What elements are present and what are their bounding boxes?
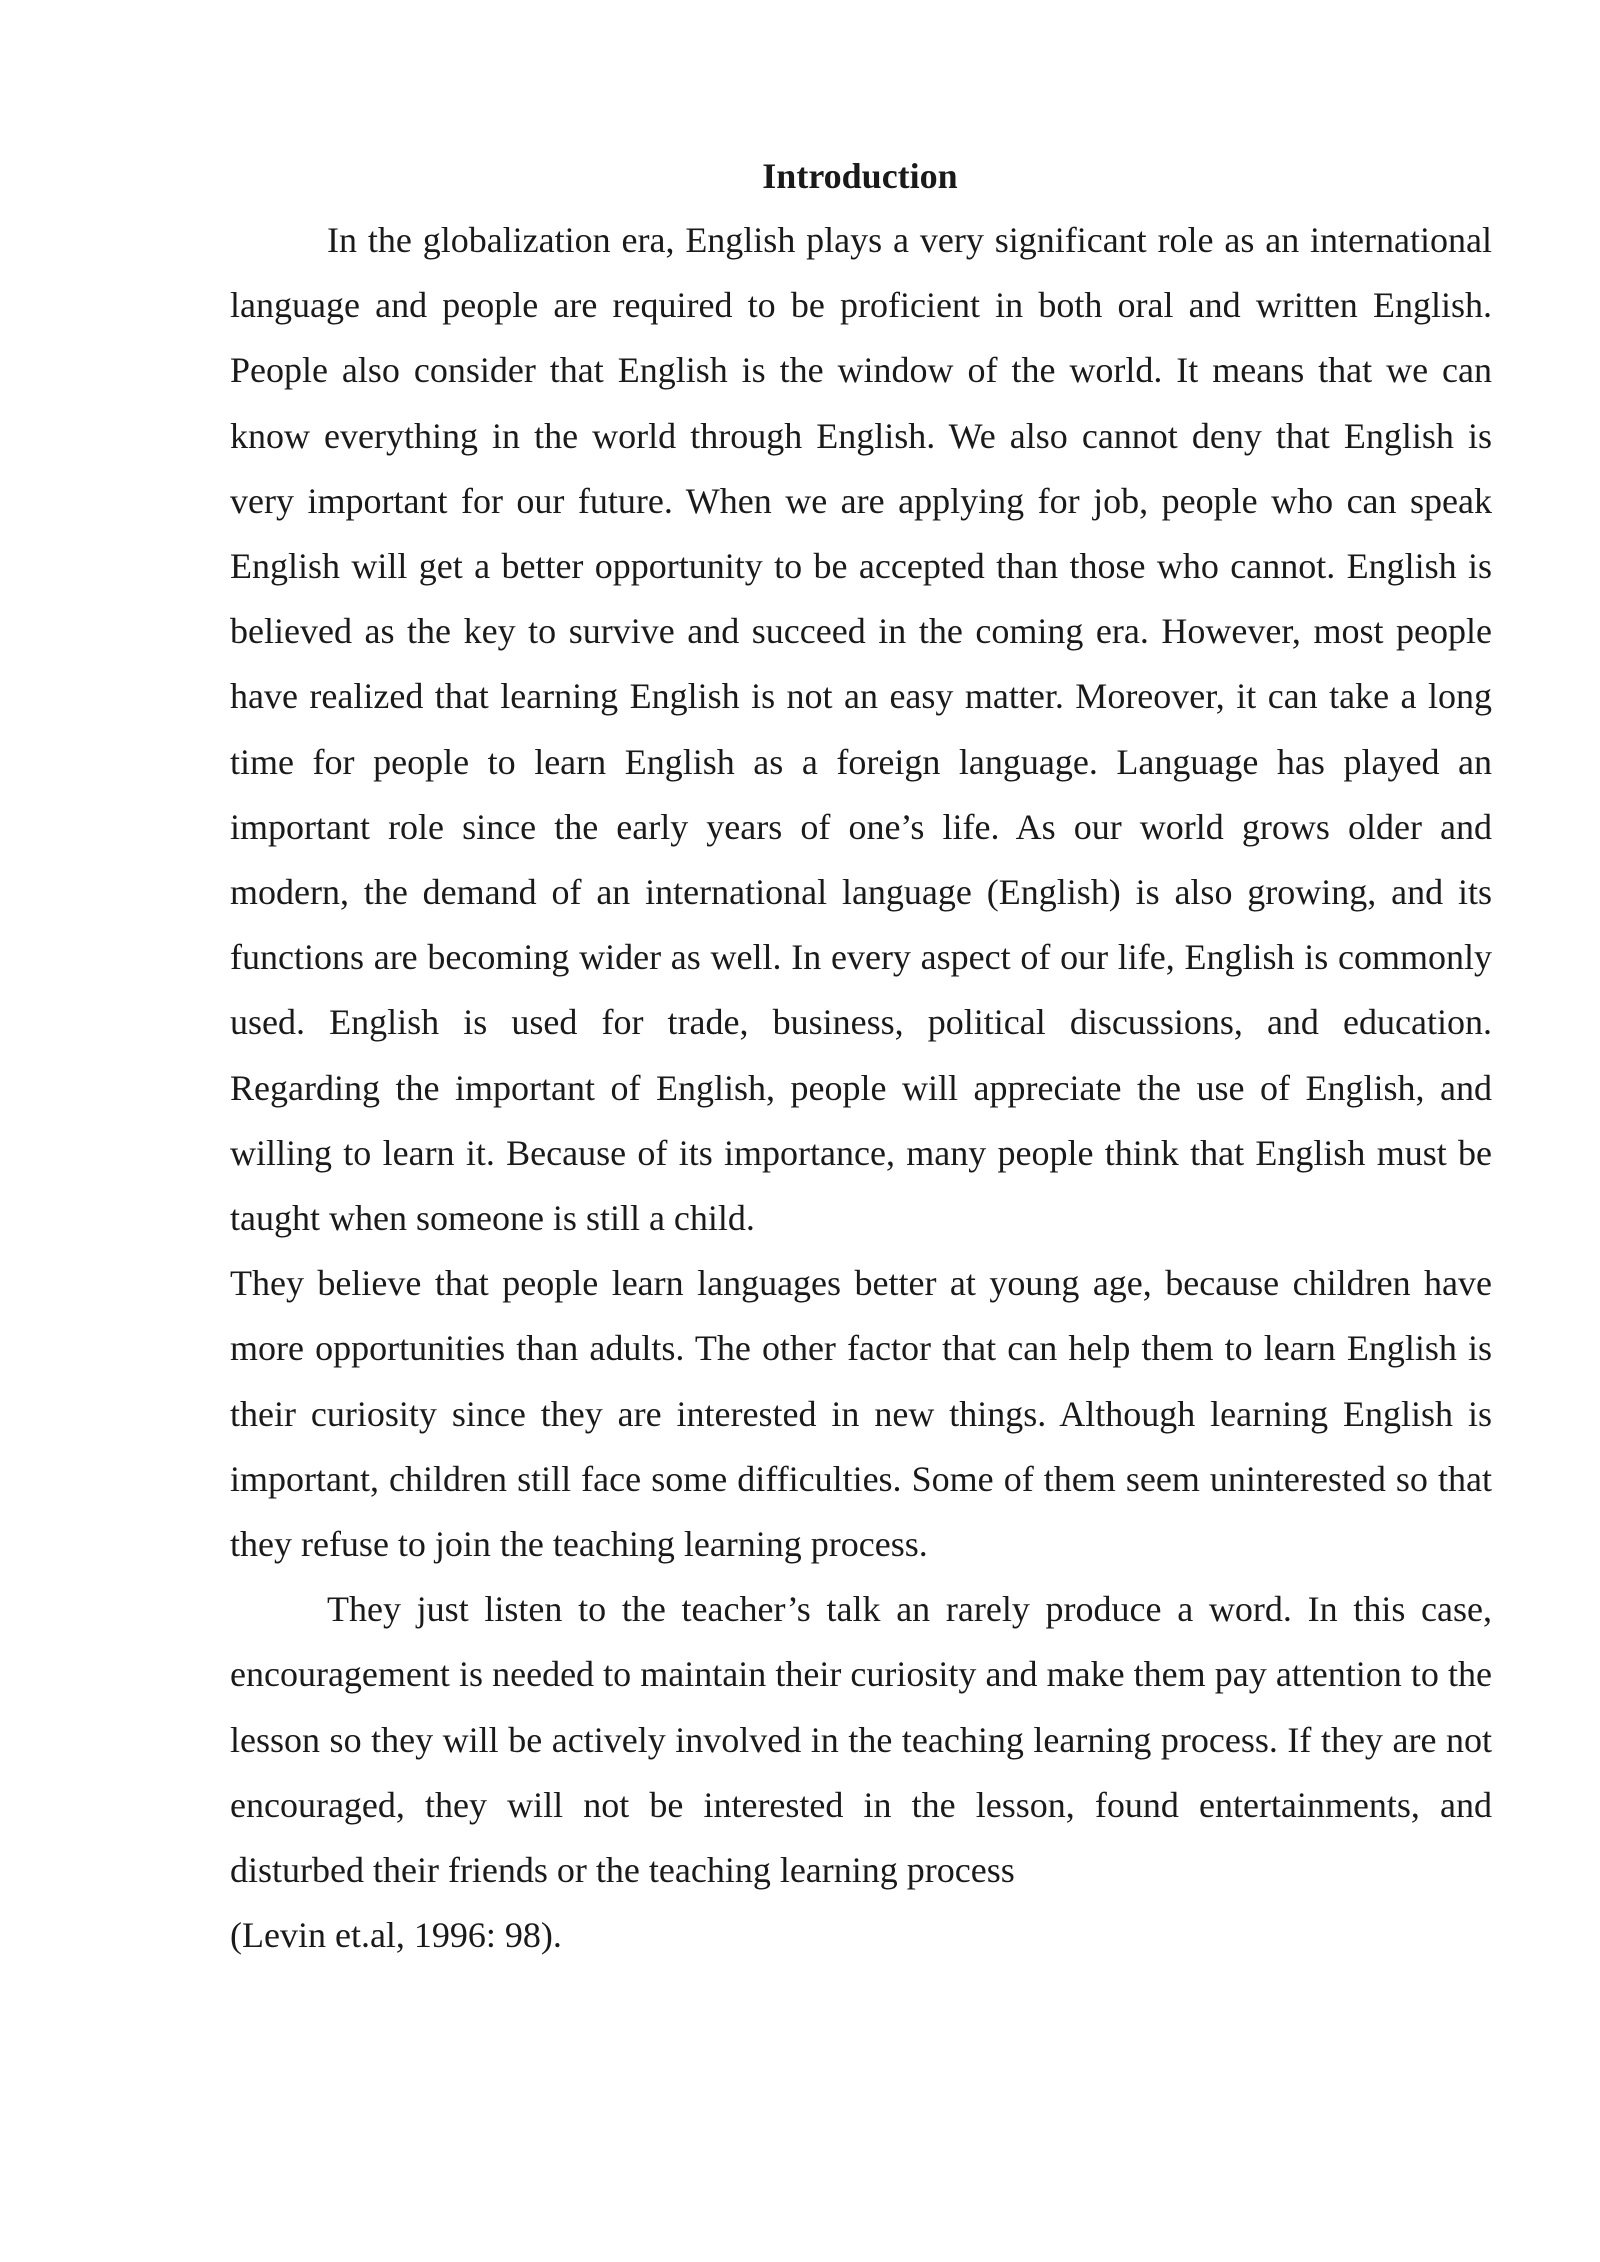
paragraph-2: They believe that people learn languages better at young age, because children have more opportunities than adults. The other factor that can help them to learn English is their curiosity since they are interested in new things. Although learning English is important, children still face some difficulties. Some of them seem uninterested so that they refuse to join the teaching learning process. <box>230 1263 1492 1565</box>
page-title: Introduction <box>762 156 958 196</box>
paragraph-3: They just listen to the teacher’s talk an rarely produce a word. In this case, encouragement is needed to maintain their curiosity and make them pay attention to the lesson so they will be actively involved in the teaching learning process. If they are not encouraged, they will not be interested in the lesson, found entertainments, and disturbed their friends or the teaching learning process <box>230 1589 1492 1891</box>
paragraph-1: In the globalization era, English plays a very significant role as an international language and people are required to be proficient in both oral and written English. People also consider that English is the window of the world. It means that we can know everything in the world through English. We also cannot deny that English is very important for our future. When we are applying for job, people who can speak English will get a better opportunity to be accepted than those who cannot. English is believed as the key to survive and succeed in the coming era. However, most people have realized that learning English is not an easy matter. Moreover, it can take a long time for people to learn English as a foreign language. Language has played an important role since the early years of one’s life. As our world grows older and modern, the demand of an international language (English) is also growing, and its functions are becoming wider as well. In every aspect of our life, English is commonly used. English is used for trade, business, political discussions, and education. Regarding the important of English, people will appreciate the use of English, and willing to learn it. Because of its importance, many people think that English must be taught when someone is still a child. <box>230 220 1492 1239</box>
document-body <box>230 208 1492 1968</box>
citation: (Levin et.al, 1996: 98). <box>230 1915 562 1956</box>
